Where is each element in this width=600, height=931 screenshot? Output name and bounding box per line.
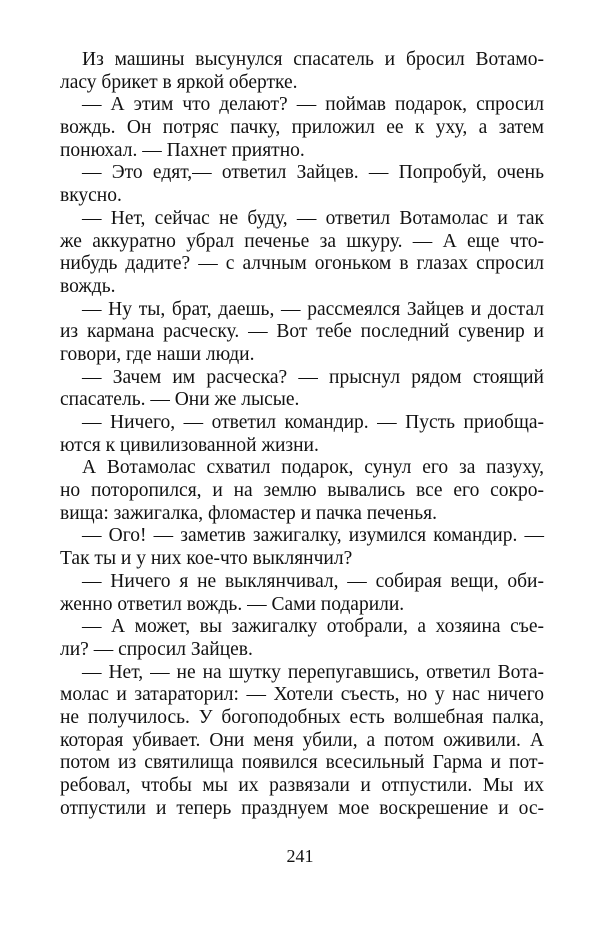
text-line: ласу брикет в яркой обертке. — [60, 71, 298, 93]
text-line: Из машины высунулся спасатель и бросил Вотамо- — [82, 49, 544, 70]
text-line: — Ого! — заметив зажигалку, изумился командир. — — [82, 525, 544, 547]
text-line: потом из святилища появился всесильный Гарма и пот- — [60, 752, 544, 774]
text-line: говори, где наши люди. — [60, 343, 255, 365]
text-line: вождь. — [60, 275, 116, 297]
text-line: но поторопился, и на землю вывались все его сокро- — [60, 480, 544, 502]
text-line: женно ответил вождь. — Сами подарили. — [60, 593, 405, 615]
text-line: ли? — спросил Зайцев. — [60, 638, 253, 660]
text-line: — Ничего, — ответил командир. — Пусть приобща- — [82, 412, 544, 433]
text-line: отпустили и теперь празднуем мое воскрешение и ос- — [60, 797, 544, 819]
text-line: — Нет, — не на шутку перепугавшись, ответил Вота- — [82, 661, 544, 683]
page-body-text — [60, 49, 544, 820]
text-line: вождь. Он потряс пачку, приложил ее к уху, а затем — [60, 117, 544, 139]
text-line: ются к цивилизованной жизни. — [60, 434, 319, 456]
text-line: — А может, вы зажигалку отобрали, а хозяина съе- — [82, 616, 544, 638]
text-line: же аккуратно убрал печенье за шкуру. — А еще что- — [60, 230, 544, 252]
text-line: — Зачем им расческа? — прыснул рядом стоящий — [82, 366, 544, 388]
text-line: — Нет, сейчас не буду, — ответил Вотамолас и так — [82, 207, 544, 229]
text-line: ребовал, чтобы мы их развязали и отпустили. Мы их — [60, 775, 544, 796]
text-line: — Ничего я не выклянчивал, — собирая вещи, оби- — [82, 570, 544, 592]
text-line: А Вотамолас схватил подарок, сунул его за пазуху, — [82, 457, 544, 479]
text-line: молас и затараторил: — Хотели съесть, но у нас ничего — [60, 684, 544, 706]
text-line: — Ну ты, брат, даешь, — рассмеялся Зайцев и достал — [82, 298, 544, 320]
text-line: нибудь дадите? — с алчным огоньком в глазах спросил — [60, 253, 544, 275]
text-line: которая убивает. Они меня убили, а потом оживили. А — [60, 729, 544, 751]
text-line: Так ты и у них кое-что выклянчил? — [60, 548, 353, 570]
text-line: вища: зажигалка, фломастер и пачка печенья. — [60, 502, 437, 524]
text-line: — Это едят,— ответил Зайцев. — Попробуй, очень — [82, 162, 544, 184]
text-line: из кармана расческу. — Вот тебе последний сувенир и — [60, 321, 544, 343]
text-line: — А этим что делают? — поймав подарок, спросил — [82, 94, 544, 116]
page-number: 241 — [286, 846, 314, 866]
text-line: не получилось. У богоподобных есть волшебная палка, — [60, 706, 544, 728]
text-line: спасатель. — Они же лысые. — [60, 389, 300, 411]
text-line: вкусно. — [60, 185, 122, 207]
text-line: понюхал. — Пахнет приятно. — [60, 139, 305, 161]
